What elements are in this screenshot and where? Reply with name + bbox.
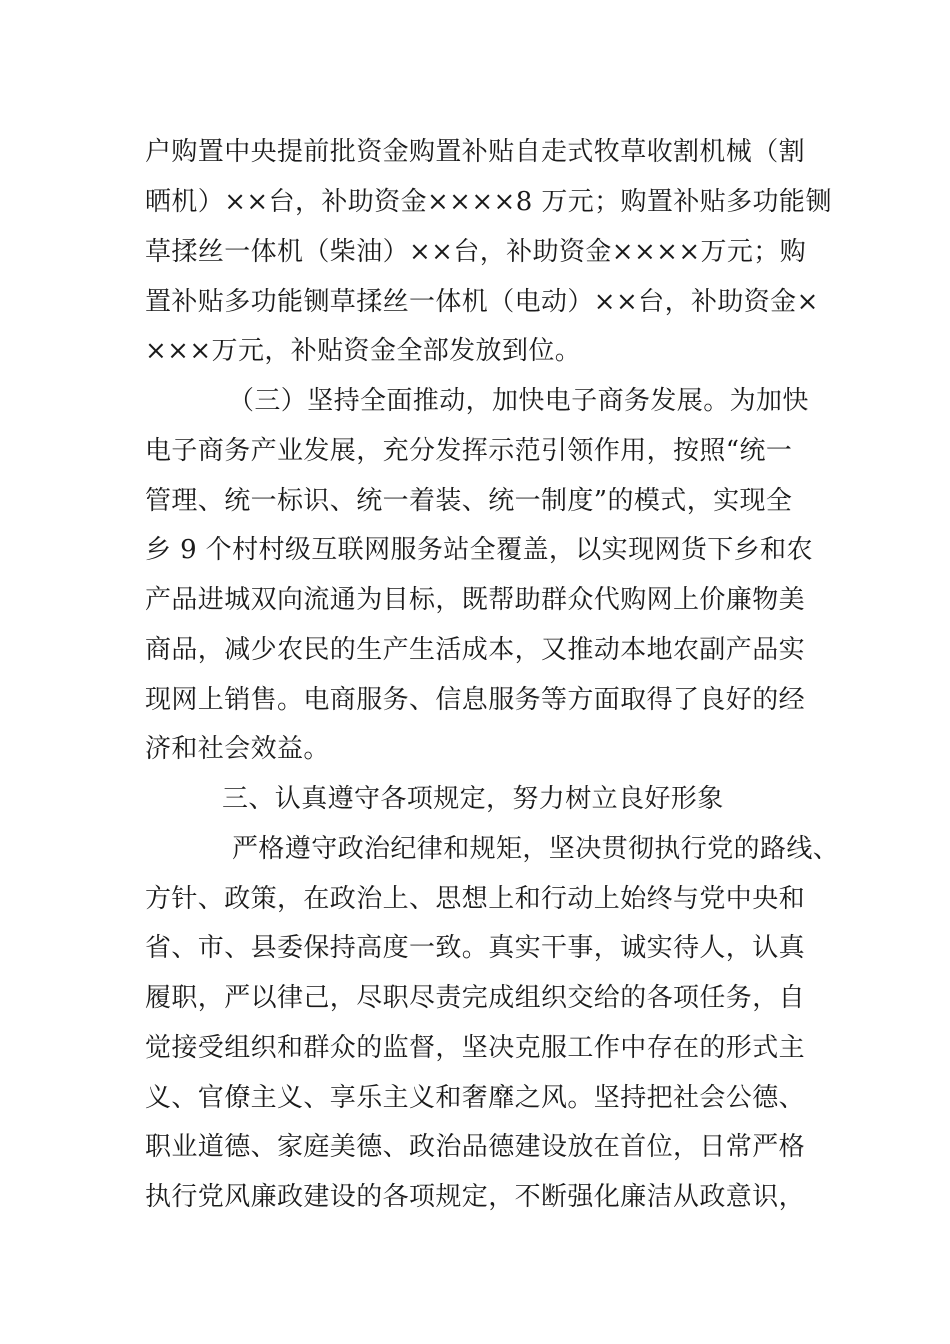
text-line: 置补贴多功能铡草揉丝一体机（电动）××台，补助资金× (145, 287, 819, 317)
section-heading: 三、认真遵守各项规定，努力树立良好形象 (222, 784, 724, 814)
text-line: 觉接受组织和群众的监督，坚决克服工作中存在的形式主 (145, 1033, 806, 1063)
text-line: 省、市、县委保持高度一致。真实干事，诚实待人，认真 (145, 933, 806, 963)
text-line: 现网上销售。电商服务、信息服务等方面取得了良好的经 (145, 685, 806, 715)
text-line: 草揉丝一体机（柴油）××台，补助资金××××万元；购 (145, 237, 807, 267)
paragraph-start-line: 严格遵守政治纪律和规矩，坚决贯彻执行党的路线、 (232, 834, 840, 864)
text-line: 义、官僚主义、享乐主义和奢靡之风。坚持把社会公德、 (145, 1083, 806, 1113)
text-line: 方针、政策，在政治上、思想上和行动上始终与党中央和 (145, 884, 806, 914)
text-line: ×××万元，补贴资金全部发放到位。 (145, 336, 582, 366)
text-line: 职业道德、家庭美德、政治品德建设放在首位，日常严格 (145, 1132, 806, 1162)
text-line: 济和社会效益。 (145, 734, 330, 764)
text-line: 商品，减少农民的生产生活成本，又推动本地农副产品实 (145, 635, 806, 665)
text-line: 产品进城双向流通为目标，既帮助群众代购网上价廉物美 (145, 585, 806, 615)
text-line: 执行党风廉政建设的各项规定，不断强化廉洁从政意识， (145, 1182, 806, 1212)
text-line: 管理、统一标识、统一着装、统一制度”的模式，实现全 (145, 486, 793, 516)
text-line: 乡 9 个村村级互联网服务站全覆盖，以实现网货下乡和农 (145, 535, 813, 565)
text-line: 户购置中央提前批资金购置补贴自走式牧草收割机械（割 (145, 137, 806, 167)
text-line: 电子商务产业发展，充分发挥示范引领作用，按照“统一 (145, 436, 793, 466)
text-line: 履职，严以律己，尽职尽责完成组织交给的各项任务，自 (145, 983, 806, 1013)
section-heading-3: （三）坚持全面推动，加快电子商务发展。为加快 (228, 386, 809, 416)
text-line: 晒机）××台，补助资金××××8 万元；购置补贴多功能铡 (145, 187, 832, 217)
